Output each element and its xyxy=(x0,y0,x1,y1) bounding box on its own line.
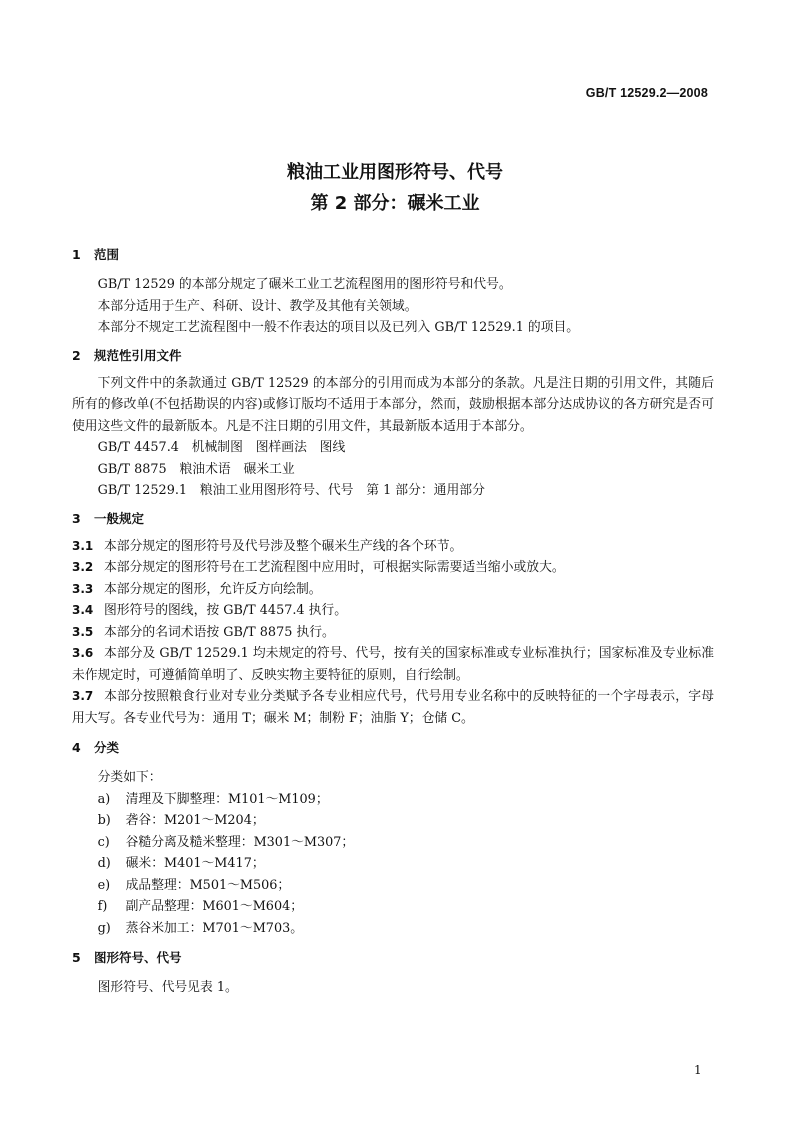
clause-text: 本部分规定的图形符号在工艺流程图中应用时，可根据实际需要适当缩小或放大。 xyxy=(104,560,565,575)
clause-3-6 xyxy=(72,643,714,686)
section-title: 一般规定 xyxy=(94,510,145,526)
list-item xyxy=(72,810,714,832)
section-3-heading xyxy=(72,508,714,530)
clause-text: 本部分及 GB/T 12529.1 均未规定的符号、代号，按有关的国家标准或专业标准执行；国家标准及专业标准未作规定时，可遵循简单明了、反映实物主要特征的原则，自行绘制。 xyxy=(72,646,714,683)
reference-item: GB/T 4457.4 机械制图 图样画法 图线 xyxy=(97,440,346,455)
clause-3-3 xyxy=(72,579,714,601)
page-number: 1 xyxy=(694,1063,702,1077)
list-item xyxy=(72,832,714,854)
list-label: d) xyxy=(97,856,111,871)
classification-intro: 分类如下： xyxy=(97,770,162,785)
list-item xyxy=(72,875,714,897)
list-item xyxy=(72,789,714,811)
clause-number: 3.3 xyxy=(72,581,94,596)
clause-text: 本部分规定的图形符号及代号涉及整个碾米生产线的各个环节。 xyxy=(104,538,463,554)
clause-number: 3.2 xyxy=(72,560,94,574)
title-line-1: 粮油工业用图形符号、代号 xyxy=(287,162,503,183)
title-line-2: 第 2 部分：碾米工业 xyxy=(310,193,480,214)
list-text: 清理及下脚整理：M101～M109； xyxy=(125,791,329,807)
clause-number: 3.7 xyxy=(72,689,94,703)
list-text: 谷糙分离及糙米整理：M301～M307； xyxy=(125,834,355,850)
section-5-heading xyxy=(72,947,714,969)
paragraph: 本部分适用于生产、科研、设计、教学及其他有关领域。 xyxy=(97,298,418,314)
paragraph: 图形符号、代号见表 1。 xyxy=(97,980,238,995)
clause-number: 3.5 xyxy=(72,624,94,639)
section-title: 规范性引用文件 xyxy=(94,347,182,363)
section-number: 4 xyxy=(72,740,81,755)
clause-3-5 xyxy=(72,622,714,644)
list-label: b) xyxy=(97,813,111,828)
section-title: 图形符号、代号 xyxy=(94,950,182,965)
clause-3-2 xyxy=(72,557,714,579)
list-text: 副产品整理：M601～M604； xyxy=(125,899,304,914)
section-number: 2 xyxy=(72,347,81,363)
reference-item: GB/T 12529.1 粮油工业用图形符号、代号 第 1 部分：通用部分 xyxy=(97,483,485,498)
clause-number: 3.4 xyxy=(72,603,94,617)
list-text: 成品整理：M501～M506； xyxy=(125,877,291,893)
paragraph: 下列文件中的条款通过 GB/T 12529 的本部分的引用而成为本部分的条款。凡是注日期的引用文件，其随后所有的修改单(不包括勘误的内容)或修订版均不适用于本部分，然而，鼓励根据本部分达成协议的各方研究是否可使用这些文件的最新版本。凡是不注日期的引用文件，其最新版本适用于本部分。 xyxy=(72,375,714,434)
document-title xyxy=(0,157,790,219)
clause-text: 本部分按照粮食行业对专业分类赋予各专业相应代号，代号用专业名称中的反映特征的一个字母表示，字母用大写。各专业代号为：通用 T；碾米 M；制粉 F；油脂 Y；仓储 C。 xyxy=(72,689,714,726)
section-number: 5 xyxy=(72,950,81,965)
section-title: 范围 xyxy=(94,247,120,262)
clause-3-7 xyxy=(72,686,714,729)
reference-item: GB/T 8875 粮油术语 碾米工业 xyxy=(97,461,295,477)
list-text: 蒸谷米加工：M701～M703。 xyxy=(125,920,304,936)
clause-3-4 xyxy=(72,600,714,622)
list-text: 碾米：M401～M417； xyxy=(125,856,265,871)
document-body xyxy=(72,244,714,999)
list-label: a) xyxy=(97,791,111,807)
list-label: c) xyxy=(97,834,110,850)
list-item xyxy=(72,853,714,875)
list-label: e) xyxy=(97,877,111,893)
section-number: 1 xyxy=(72,247,81,262)
clause-number: 3.6 xyxy=(72,646,94,660)
paragraph: GB/T 12529 的本部分规定了碾米工业工艺流程图用的图形符号和代号。 xyxy=(97,277,512,292)
clause-text: 图形符号的图线，按 GB/T 4457.4 执行。 xyxy=(104,603,348,618)
list-item xyxy=(72,896,714,918)
section-title: 分类 xyxy=(94,740,120,755)
section-4-heading xyxy=(72,737,714,759)
clause-number: 3.1 xyxy=(72,538,94,553)
clause-text: 本部分的名词术语按 GB/T 8875 执行。 xyxy=(104,624,335,640)
list-item xyxy=(72,918,714,940)
list-text: 砻谷：M201～M204； xyxy=(125,813,265,828)
paragraph: 本部分不规定工艺流程图中一般不作表达的项目以及已列入 GB/T 12529.1 的项目。 xyxy=(97,320,580,335)
section-1-heading xyxy=(72,244,714,266)
clause-3-1 xyxy=(72,536,714,558)
section-2-heading xyxy=(72,345,714,367)
clause-text: 本部分规定的图形，允许反方向绘制。 xyxy=(104,581,322,597)
list-label: g) xyxy=(97,920,111,936)
standard-code: GB/T 12529.2—2008 xyxy=(585,86,708,100)
section-number: 3 xyxy=(72,510,81,526)
list-label: f) xyxy=(97,899,108,914)
